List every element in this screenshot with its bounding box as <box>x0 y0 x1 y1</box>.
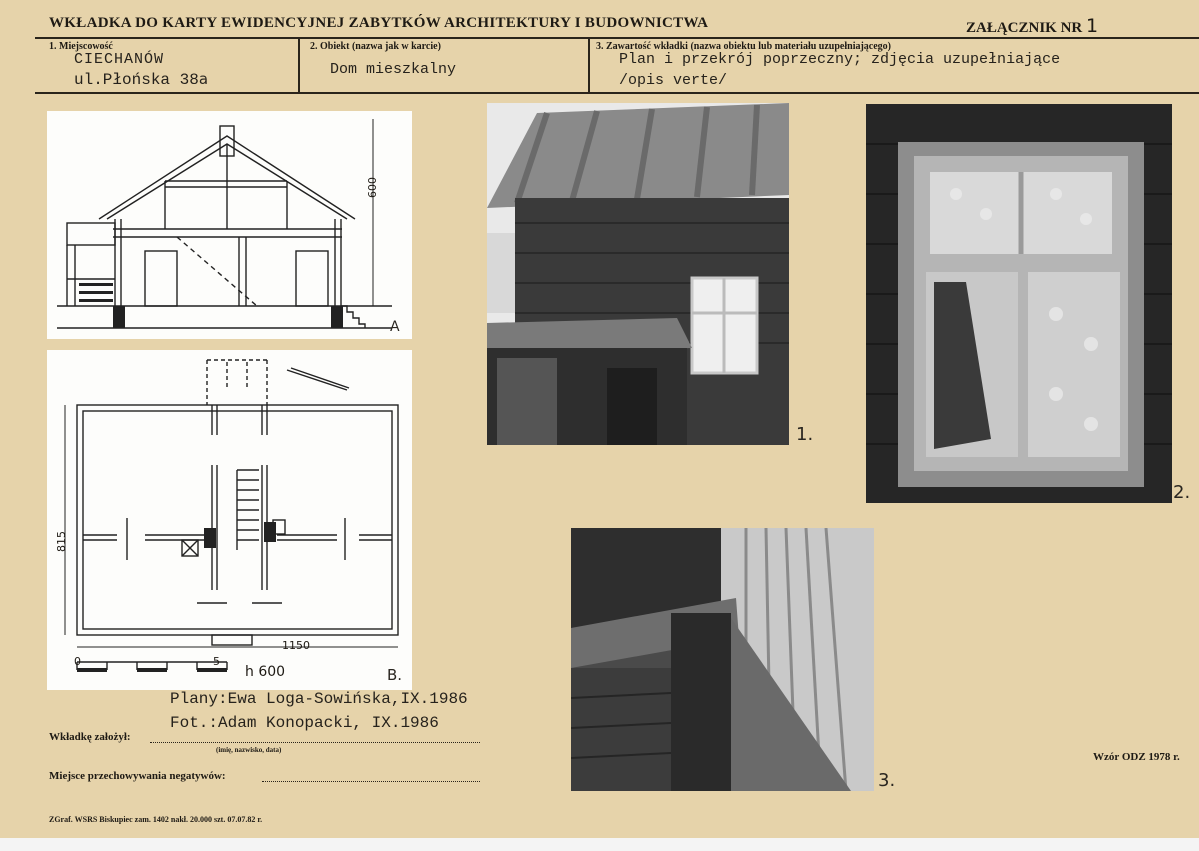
field-locality-street <box>74 70 208 89</box>
photo-3-number: 3. <box>878 770 896 791</box>
field-locality-city: CIECHANÓW <box>74 51 165 68</box>
header-rule <box>35 37 1199 39</box>
plan-horizontal-dimension: 1150 <box>282 639 310 652</box>
plan-vertical-dimension: 815 <box>55 531 68 552</box>
field-locality-label: 1. Miejscowość <box>49 41 113 52</box>
scale-bar-five: 5 <box>213 655 220 668</box>
photo-2-image <box>866 104 1172 503</box>
credit-plans: Plany:Ewa Loga-Sowińska,IX.1986 <box>170 690 468 708</box>
negatives-storage-label: Miejsce przechowywania negatywów: <box>49 770 226 782</box>
annex-label <box>966 15 1098 37</box>
field-object-label: 2. Obiekt (nazwa jak w karcie) <box>310 41 441 52</box>
field-divider-1 <box>298 37 300 93</box>
fields-bottom-rule <box>35 92 1199 94</box>
founded-by-label: Wkładkę założył: <box>49 731 131 743</box>
photo-1-number: 1. <box>796 424 814 445</box>
founded-by-hint: (imię, nazwisko, data) <box>216 746 282 754</box>
cross-section-svg <box>47 111 412 339</box>
street-text: ul.Płońska 38 <box>74 71 199 89</box>
scan-margin <box>0 838 1199 851</box>
annex-label-text: ZAŁĄCZNIK NR <box>966 20 1083 36</box>
photo-2-number: 2. <box>1173 482 1191 503</box>
field-object-value: Dom mieszkalny <box>330 61 457 78</box>
plan-marker: B. <box>387 666 403 684</box>
photo-corner-detail <box>571 528 874 791</box>
field-divider-2 <box>588 37 590 93</box>
photo-3-image <box>571 528 874 791</box>
field-content-label: 3. Zawartość wkładki (nazwa obiektu lub materiału uzupełniającego) <box>596 41 892 52</box>
photo-1-image <box>487 103 789 445</box>
photo-house-facade <box>487 103 789 445</box>
field-content-line1: Plan i przekrój poprzeczny; zdjęcia uzupełniające <box>619 51 1061 68</box>
template-reference: Wzór ODZ 1978 r. <box>1093 751 1180 763</box>
credit-photos: Fot.:Adam Konopacki, IX.1986 <box>170 714 439 732</box>
floor-plan-svg <box>47 350 412 690</box>
floor-plan-drawing <box>47 350 412 690</box>
document-title: WKŁADKA DO KARTY EWIDENCYJNEJ ZABYTKÓW ARCHITEKTURY I BUDOWNICTWA <box>49 15 709 31</box>
street-suffix: a <box>198 70 209 88</box>
cross-section-drawing <box>47 111 412 339</box>
printer-info: ZGraf. WSRS Biskupiec zam. 1402 nakł. 20.000 szt. 07.07.82 r. <box>49 815 263 824</box>
founded-by-line <box>150 742 480 743</box>
scale-bar-zero: 0 <box>74 655 81 668</box>
scale-note: h 600 <box>245 664 286 680</box>
section-marker: A <box>390 319 400 335</box>
section-height-dimension: 600 <box>366 177 379 198</box>
annex-number: 1 <box>1086 15 1099 37</box>
photo-window <box>866 104 1172 503</box>
field-content-line2: /opis verte/ <box>619 72 728 89</box>
negatives-storage-line <box>262 781 480 782</box>
